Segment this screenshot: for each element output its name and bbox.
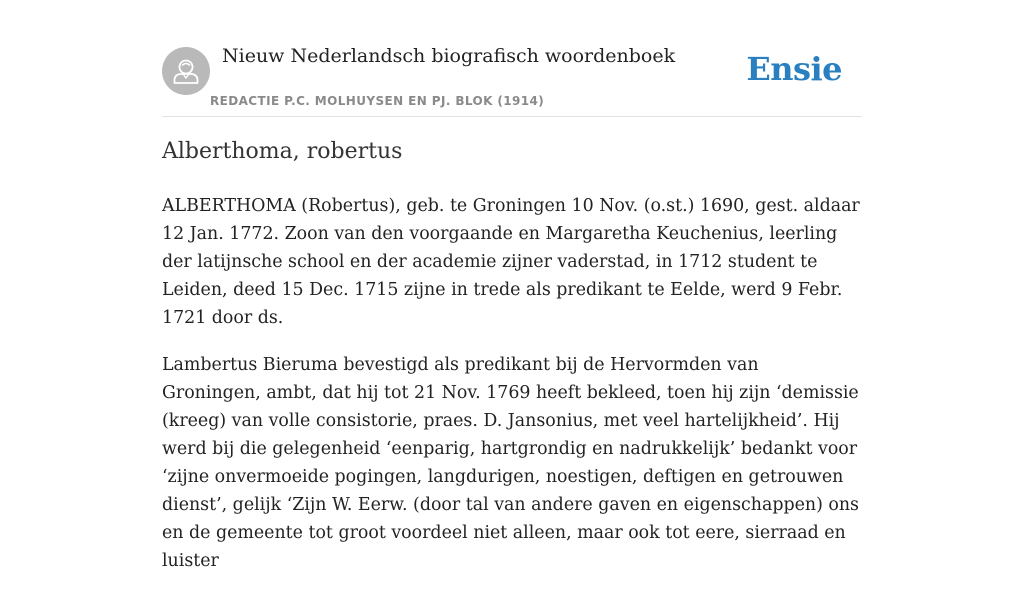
article-body [162, 192, 862, 594]
source-header [162, 40, 862, 117]
paragraph: Lambertus Bieruma bevestigd als predikant bij de Hervormden van Groningen, ambt, dat hij tot 21 Nov. 1769 heeft bekleed, toen hij zijn ‘demissie (kreeg) van volle consistorie, praes. D. Jansonius, met veel hartelijkheid’. Hij werd bij die gelegenheid ‘eenparig, hartgrondig en nadrukkelijk’ bedankt voor ‘zijne onvermoeide pogingen, langdurigen, noestigen, deftigen en getrouwen dienst’, gelijk ‘Zijn W. Eerw. (door tal van andere gaven en eigenschappen) ons en de gemeente tot groot voordeel niet alleen, maar ook tot eere, sierraad en luister [162, 355, 859, 571]
source-editors: REDACTIE P.C. MOLHUYSEN EN PJ. BLOK (1914) [210, 94, 545, 108]
avatar[interactable] [162, 47, 210, 95]
user-silhouette-icon [162, 47, 210, 95]
article-title: Alberthoma, robertus [162, 139, 403, 164]
brand-logo[interactable]: Ensie [746, 50, 842, 88]
source-title[interactable]: Nieuw Nederlandsch biografisch woordenboek [222, 45, 676, 67]
paragraph: ALBERTHOMA (Robertus), geb. te Groningen 10 Nov. (o.st.) 1690, gest. aldaar 12 Jan. 1772. Zoon van den voorgaande en Margaretha Keuchenius, leerling der latijnsche school en der academie zijner vaderstad, in 1712 student te Leiden, deed 15 Dec. 1715 zijne in trede als predikant te Eelde, werd 9 Febr. 1721 door ds. [162, 196, 860, 328]
